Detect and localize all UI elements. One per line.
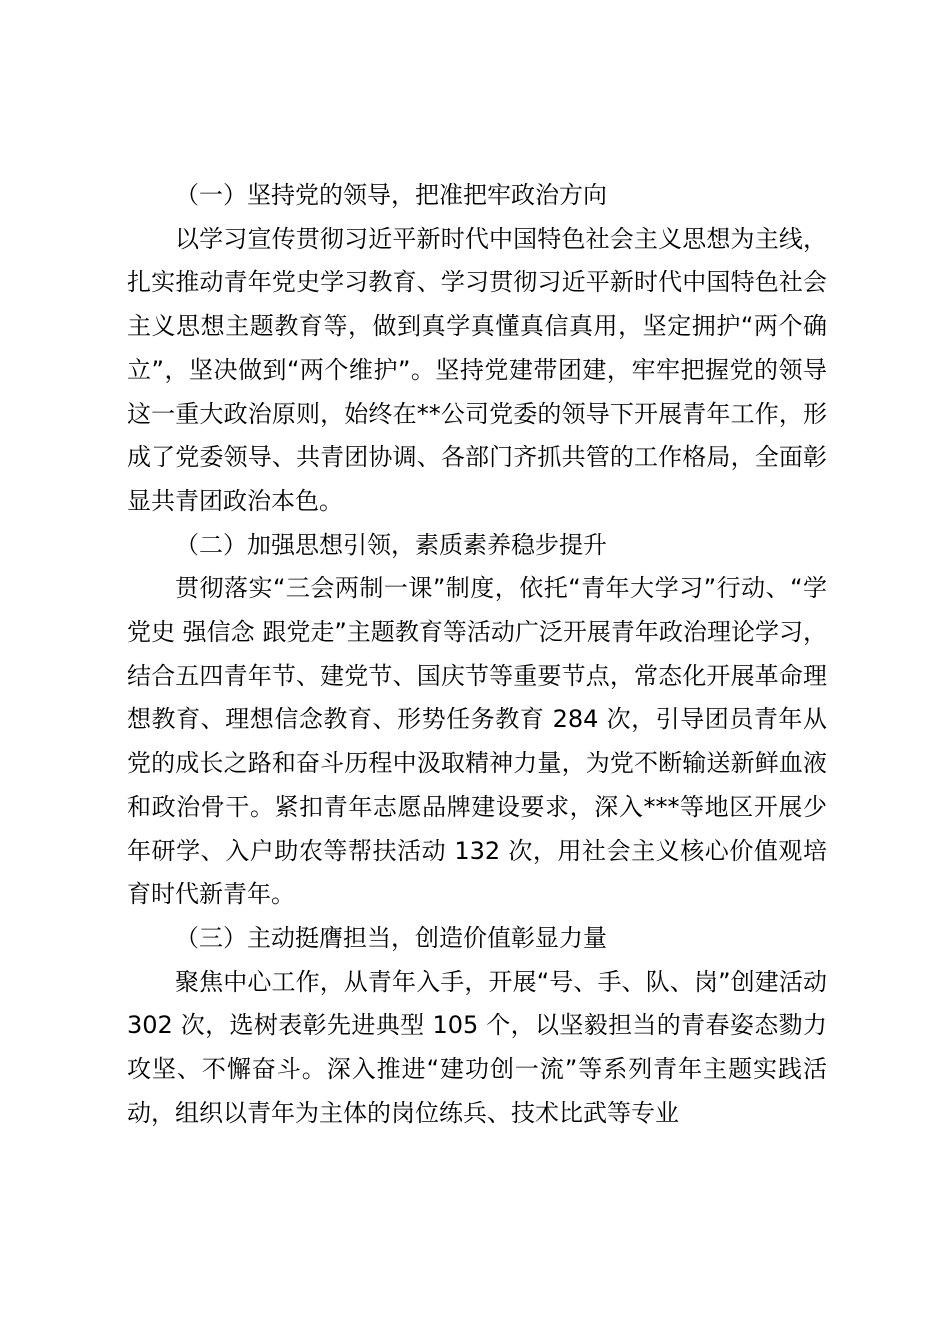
body-paragraph-1: 以学习宣传贯彻习近平新时代中国特色社会主义思想为主线，扎实推动青年党史学习教育、学习贯彻习近平新时代中国特色社会主义思想主题教育等，做到真学真懂真信真用，坚定拥护“两个确立”，坚决做到“两个维护”。坚持党建带团建，牢牢把握党的领导这一重大政治原则，始终在**公司党委的领导下开展青年工作，形成了党委领导、共青团协调、各部门齐抓共管的工作格局，全面彰显共青团政治本色。 <box>127 224 827 515</box>
document-body <box>127 174 827 1135</box>
body-paragraph-3: 聚焦中心工作，从青年入手，开展“号、手、队、岗”创建活动 302 次，选树表彰先进典型 105 个，以坚毅担当的青春姿态勠力攻坚、不懈奋斗。深入推进“建功创一流”等系列青年主题实践活动，组织以青年为主体的岗位练兵、技术比武等专业 <box>127 967 827 1127</box>
section-heading-1: （一）坚持党的领导，把准把牢政治方向 <box>175 181 607 209</box>
body-paragraph-2: 贯彻落实“三会两制一课”制度，依托“青年大学习”行动、“学党史 强信念 跟党走”主题教育等活动广泛开展青年政治理论学习，结合五四青年节、建党节、国庆节等重要节点，常态化开展革命理想教育、理想信念教育、形势任务教育 284 次，引导团员青年从党的成长之路和奋斗历程中汲取精神力量，为党不断输送新鲜血液和政治骨干。紧扣青年志愿品牌建设要求，深入***等地区开展少年研学、入户助农等帮扶活动 132 次，用社会主义核心价值观培育时代新青年。 <box>127 574 827 909</box>
section-heading-2: （二）加强思想引领，素质素养稳步提升 <box>175 530 607 559</box>
section-heading-3: （三）主动挺膺担当，创造价值彰显力量 <box>175 923 607 952</box>
